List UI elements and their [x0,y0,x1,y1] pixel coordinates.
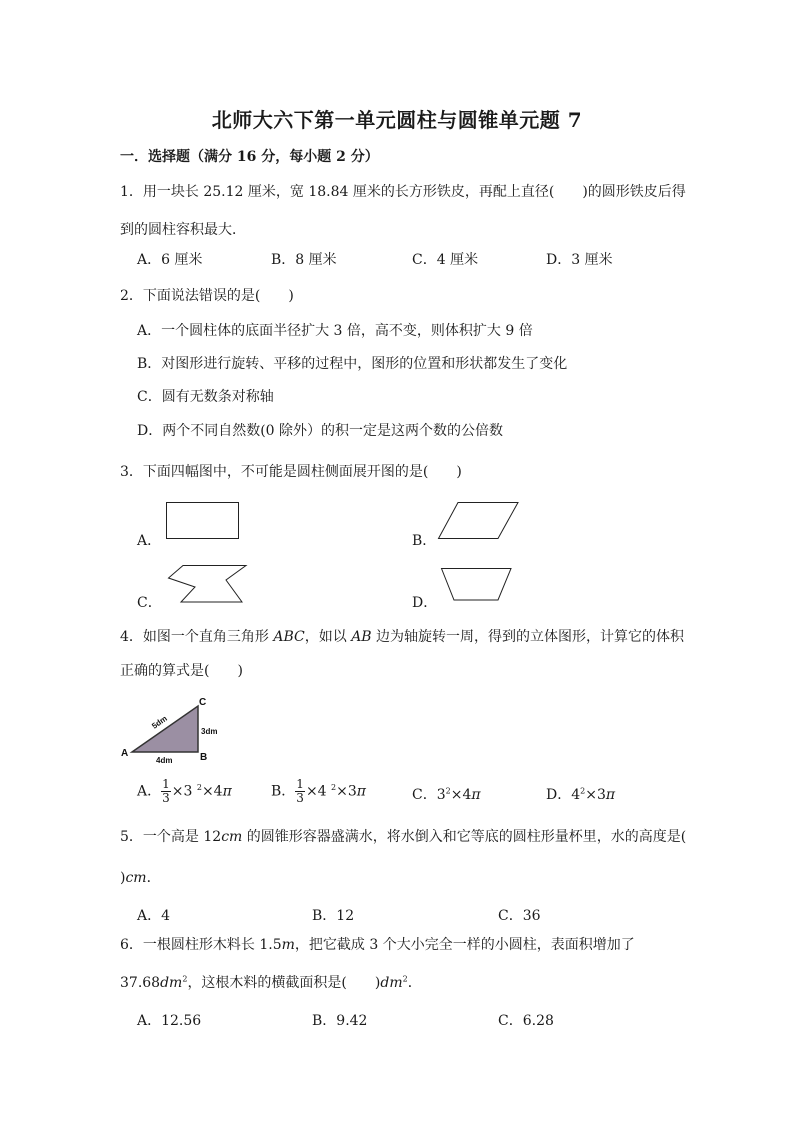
q2-option-d[interactable]: D．两个不同自然数(0 除外）的积一定是这两个数的公倍数 [137,423,504,439]
q5-option-c[interactable]: C．36 [498,908,541,924]
base-side-label: 4dm [156,756,173,765]
q4-option-c[interactable]: C．$3^2\times 4\pi$ [412,786,481,803]
q1-stem-line1: 1．用一块长 25.12 厘米，宽 18.84 厘米的长方形铁皮，再配上直径( )的圆形铁皮后得 [120,184,686,200]
q3-stem: 3．下面四幅图中，不可能是圆柱侧面展开图的是( ) [120,464,462,480]
q6-stem-line2: $37.68dm^2$，这根木料的横截面积是( )$dm^2$． [120,974,422,991]
q6-option-b[interactable]: B．9.42 [312,1013,368,1029]
q4-option-b[interactable]: B． $\frac{1}{3}$ ×4 $^2$×3π [271,777,366,805]
fraction-one-third: $\frac{1}{3}$ [296,777,304,805]
q1-option-b[interactable]: B．8 厘米 [271,252,337,268]
triangle-name: ABC [273,629,305,645]
rectangle-shape [166,502,240,540]
q5-option-b[interactable]: B．12 [312,908,355,924]
q1-option-d[interactable]: D．3 厘米 [546,252,613,268]
hypotenuse-label: 5dm [150,713,169,731]
q3-option-a[interactable]: A． [137,533,162,549]
fraction-one-third: $\frac{1}{3}$ [162,777,170,805]
vertex-c-label: C [199,697,207,708]
q6-stem-line1: 6．一根圆柱形木料长 1.5m，把它截成 3 个大小完全一样的小圆柱，表面积增加了 [120,937,635,953]
vertex-a-label: A [121,748,129,759]
trapezoid-shape [441,568,513,602]
q4-stem-line2: 正确的算式是( ) [120,663,243,679]
q3-option-b[interactable]: B． [412,533,437,549]
q2-option-b[interactable]: B．对图形进行旋转、平移的过程中，图形的位置和形状都发生了变化 [137,356,568,372]
jagged-shape [168,565,248,603]
triangle-abc [132,706,198,752]
q4-stem-line1: 4．如图一个直角三角形 ABC，如以 AB 边为轴旋转一周，得到的立体图形，计算它的体积 [120,629,685,645]
q4-option-a[interactable]: A． $\frac{1}{3}$ ×3 $^2$×4π [137,777,232,805]
page-title: 北师大六下第一单元圆柱与圆锥单元题 7 [211,108,583,132]
q1-option-c[interactable]: C．4 厘米 [412,252,479,268]
right-triangle-figure [118,694,228,766]
q1-option-a[interactable]: A．6 厘米 [137,252,203,268]
section-heading: 一．选择题（满分 16 分，每小题 2 分） [120,149,379,165]
axis-name: AB [351,629,372,645]
q2-option-a[interactable]: A．一个圆柱体的底面半径扩大 3 倍，高不变，则体积扩大 9 倍 [137,323,533,339]
q5-stem-line1: 5．一个高是 12cm 的圆锥形容器盛满水，将水倒入和它等底的圆柱形量杯里，水的高度是( [120,829,687,845]
q3-option-d[interactable]: D． [412,595,438,611]
q6-option-a[interactable]: A．12.56 [137,1013,202,1029]
q2-option-c[interactable]: C．圆有无数条对称轴 [137,389,274,405]
vertex-b-label: B [200,752,208,763]
q5-option-a[interactable]: A．4 [137,908,171,924]
q2-stem: 2．下面说法错误的是( ) [120,288,294,304]
q1-stem-line2: 到的圆柱容积最大． [120,222,246,238]
q5-stem-line2: )cm． [120,870,161,886]
parallelogram-shape [438,502,520,540]
q4-option-d[interactable]: D．$4^2\times 3\pi$ [546,786,616,803]
q3-option-c[interactable]: C． [137,595,162,611]
vertical-side-label: 3dm [201,727,218,736]
q6-option-c[interactable]: C．6.28 [498,1013,554,1029]
